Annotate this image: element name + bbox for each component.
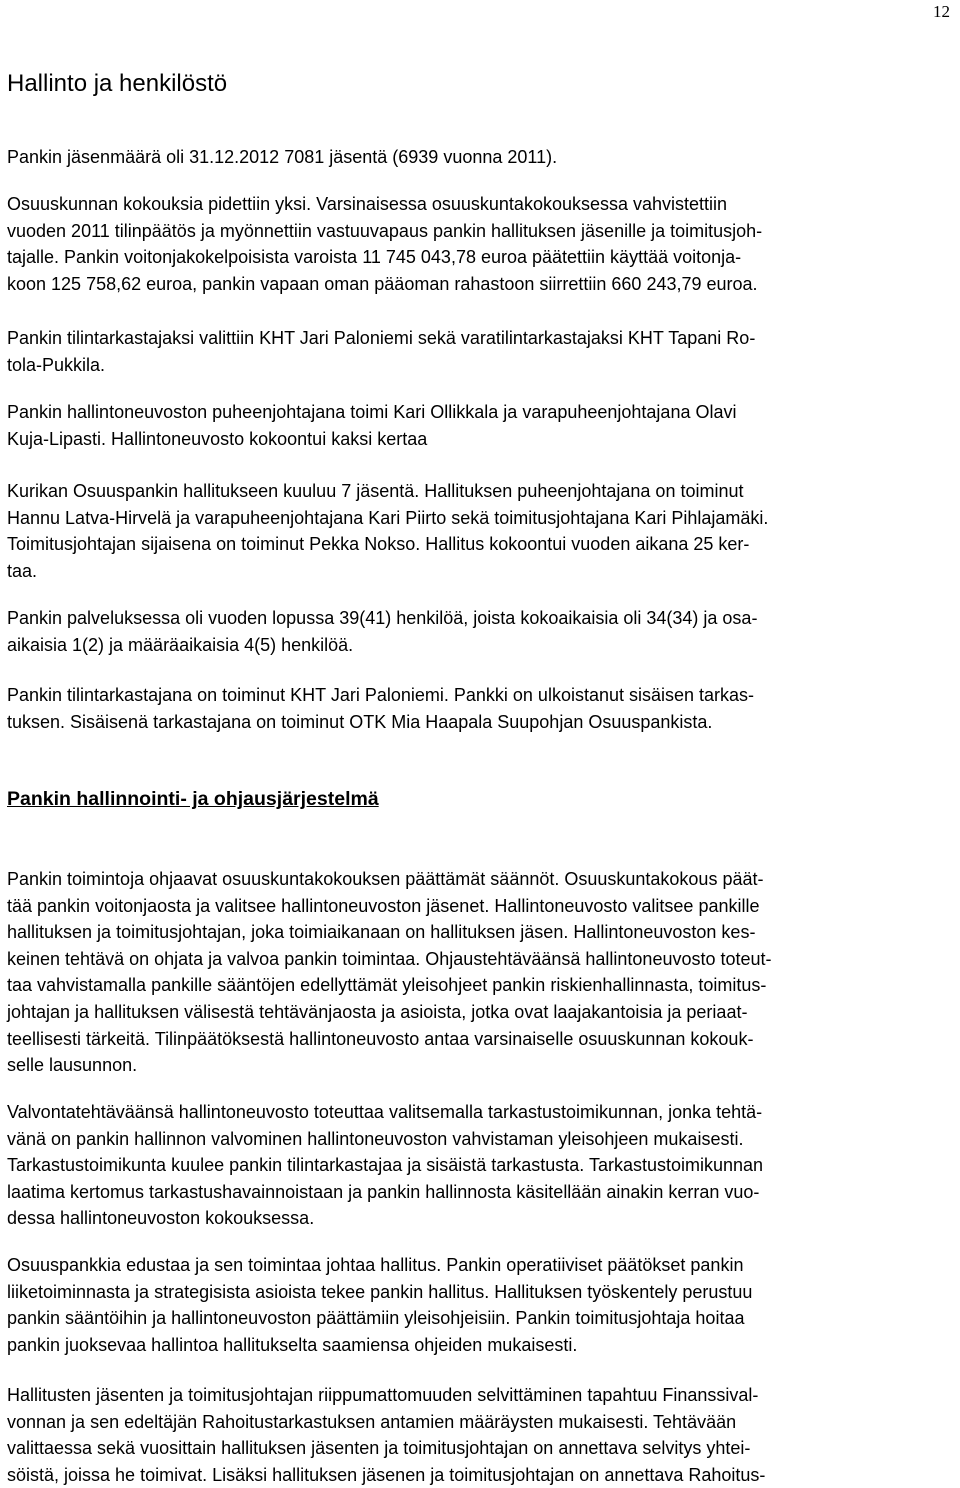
text-line: tää pankin voitonjaosta ja valitsee hallintoneuvoston jäsenet. Hallintoneuvosto valitsee pankille (7, 895, 760, 916)
text-line: teellisesti tärkeitä. Tilinpäätöksestä hallintoneuvosto antaa varsinaiselle osuuskunnan kokouk- (7, 1028, 754, 1049)
text-line: Pankin tilintarkastajana on toiminut KHT Jari Paloniemi. Pankki on ulkoistanut sisäisen tarkas- (7, 685, 755, 705)
section-heading-hallinto: Hallinto ja henkilöstö (7, 70, 228, 97)
text-line: Osuuskunnan kokouksia pidettiin yksi. Varsinaisessa osuuskuntakokouksessa vahvistettiin (7, 194, 728, 214)
text-line: Pankin palveluksessa oli vuoden lopussa 39(41) henkilöä, joista kokoaikaisia oli 34(34) ja osa- (7, 608, 758, 628)
text-line: valittaessa sekä vuosittain hallituksen jäsenten ja toimitusjohtajan on annettava selvitys yhtei- (7, 1438, 751, 1459)
paragraph-supervision (7, 1099, 953, 1232)
paragraph-annual-meeting (7, 191, 953, 297)
text-line: dessa hallintoneuvoston kokouksessa. (7, 1208, 315, 1229)
paragraph-board (7, 478, 953, 584)
text-line: Hallitusten jäsenten ja toimitusjohtajan riippumattomuuden selvittäminen tapahtuu Finanssival- (7, 1385, 759, 1405)
text-line: pankin sääntöihin ja hallintoneuvoston päättämiin yleisohjeisiin. Pankin toimitusjohtaja hoitaa (7, 1308, 745, 1329)
text-line: johtajan ja hallituksen välisestä tehtävänjaosta ja asioista, jotka ovat laajakantoisia ja periaat- (7, 1001, 748, 1022)
text-line: laatima kertomus tarkastushavainnoistaan ja pankin hallinnosta käsitellään ainakin kerran vuo- (7, 1181, 760, 1202)
text-line: Pankin jäsenmäärä oli 31.12.2012 7081 jäsentä (6939 vuonna 2011). (7, 147, 558, 167)
text-line: Toimitusjohtajan sijaisena on toiminut Pekka Nokso. Hallitus kokoontui vuoden aikana 25 ker- (7, 534, 750, 555)
paragraph-board-management (7, 1252, 953, 1358)
text-line: keinen tehtävä on ohjata ja valvoa pankin toimintaa. Ohjaustehtäväänsä hallintoneuvosto toteut- (7, 948, 772, 969)
paragraph-governance-rules (7, 866, 953, 1079)
paragraph-personnel (7, 605, 953, 658)
text-line: Kurikan Osuuspankin hallitukseen kuuluu 7 jäsentä. Hallituksen puheenjohtajana on toiminut (7, 481, 744, 501)
section-heading-governance: Pankin hallinnointi- ja ohjausjärjestelmä (7, 788, 379, 810)
text-line: tajalle. Pankin voitonjakokelpoisista varoista 11 745 043,78 euroa päätettiin käyttää voitonja- (7, 247, 742, 268)
paragraph-member-count (7, 144, 953, 171)
text-line: aikaisia 1(2) ja määräaikaisia 4(5) henkilöä. (7, 634, 354, 655)
text-line: Pankin toimintoja ohjaavat osuuskuntakokouksen päättämät säännöt. Osuuskuntakokous päät- (7, 869, 764, 889)
text-line: vuoden 2011 tilinpäätös ja myönnettiin vastuuvapaus pankin hallituksen jäsenille ja toimitusjoh- (7, 220, 763, 241)
text-line: Pankin tilintarkastajaksi valittiin KHT Jari Paloniemi sekä varatilintarkastajaksi KHT Tapani Ro- (7, 328, 756, 348)
paragraph-independence (7, 1382, 953, 1488)
paragraph-internal-audit (7, 682, 953, 735)
text-line: Osuuspankkia edustaa ja sen toimintaa johtaa hallitus. Pankin operatiiviset päätökset pankin (7, 1255, 744, 1275)
text-line: Valvontatehtäväänsä hallintoneuvosto toteuttaa valitsemalla tarkastustoimikunnan, jonka tehtä- (7, 1102, 763, 1122)
text-line: vonnan ja sen edeltäjän Rahoitustarkastuksen antamien määräysten mukaisesti. Tehtävään (7, 1411, 737, 1432)
text-line: söistä, joissa he toimivat. Lisäksi hallituksen jäsenen ja toimitusjohtajan on annettava Rahoitus- (7, 1464, 766, 1485)
text-line: Tarkastustoimikunta kuulee pankin tilintarkastajaa ja sisäistä tarkastusta. Tarkastustoimikunnan (7, 1155, 764, 1176)
text-line: pankin juoksevaa hallintoa hallitukselta saamiensa ohjeiden mukaisesti. (7, 1334, 578, 1355)
text-line: Pankin hallintoneuvoston puheenjohtajana toimi Kari Ollikkala ja varapuheenjohtajana Olavi (7, 402, 737, 422)
text-line: tuksen. Sisäisenä tarkastajana on toiminut OTK Mia Haapala Suupohjan Osuuspankista. (7, 711, 713, 732)
text-line: liiketoiminnasta ja strategisista asioista tekee pankin hallitus. Hallituksen työskentely perustuu (7, 1281, 753, 1302)
text-line: hallituksen ja toimitusjohtajan, joka toimiaikanaan on hallituksen jäsen. Hallintoneuvoston kes- (7, 922, 756, 943)
text-line: taa. (7, 560, 38, 581)
paragraph-auditors (7, 325, 953, 378)
paragraph-supervisory-board (7, 399, 953, 452)
text-line: Kuja-Lipasti. Hallintoneuvosto kokoontui kaksi kertaa (7, 428, 428, 449)
text-line: tola-Pukkila. (7, 354, 106, 375)
text-line: koon 125 758,62 euroa, pankin vapaan oman pääoman rahastoon siirrettiin 660 243,79 euroa. (7, 273, 758, 294)
text-line: taa vahvistamalla pankille sääntöjen edellyttämät yleisohjeet pankin riskienhallinnasta, toimitus- (7, 975, 767, 996)
text-line: vänä on pankin hallinnon valvominen hallintoneuvoston vahvistaman yleisohjeen mukaisesti. (7, 1128, 744, 1149)
text-line: selle lausunnon. (7, 1055, 138, 1076)
text-line: Hannu Latva-Hirvelä ja varapuheenjohtajana Kari Piirto sekä toimitusjohtajana Kari Pihlajamäki. (7, 507, 769, 528)
page-number: 12 (933, 2, 950, 21)
